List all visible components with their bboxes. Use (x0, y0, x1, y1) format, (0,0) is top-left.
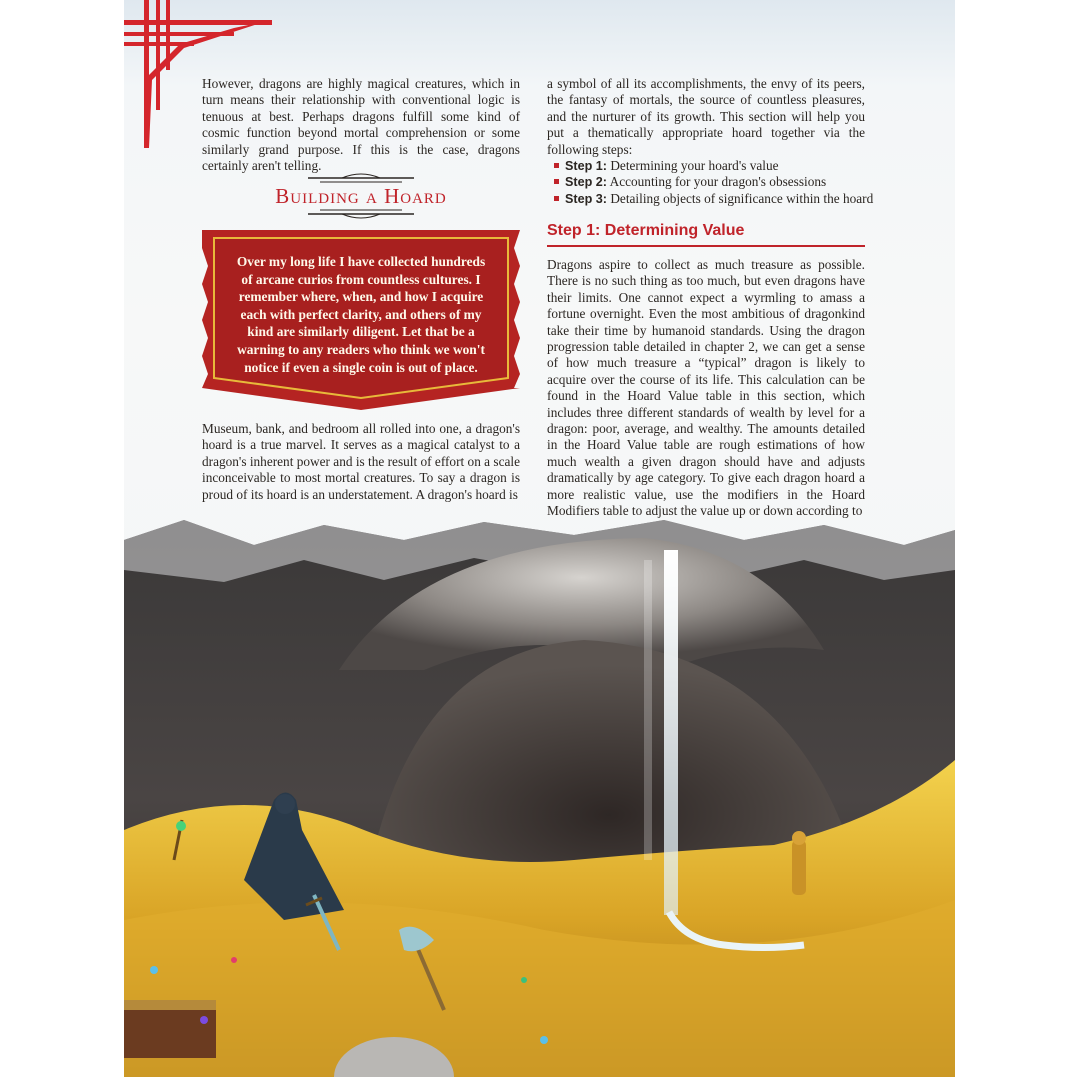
steps-list (547, 158, 877, 207)
list-item (547, 191, 877, 207)
step-text: Determining your hoard's value (607, 158, 779, 173)
step-text: Accounting for your dragon's obsessions (607, 174, 827, 190)
section-title: Building a Hoard (275, 184, 447, 208)
intro-paragraph: However, dragons are highly magical creatures, which in turn means their relationship with conventional logic is tenuous at best. Perhaps dragons fulfill some kind of cosmic function beyond mortal comprehension or some similarly grand purpose. If this is the case, dragons certainly aren't telling. (202, 76, 520, 174)
step-label: Step 1: (565, 159, 607, 173)
step1-heading: Step 1: Determining Value (547, 222, 745, 239)
step1-paragraph-block (547, 257, 865, 520)
quote-text: Over my long life I have collected hundreds of arcane curios from countless cultures. I remember where, when, and how I acquire each with perfect clarity, and others of my kind are similarly diligent. Let that be a warning to any readers who think we won't notice if even a single coin is out of place. (236, 254, 486, 375)
left-column (202, 76, 520, 174)
right-column (547, 76, 865, 158)
list-item (547, 174, 877, 190)
list-item (547, 158, 877, 174)
step-text: Detailing objects of significance within the hoard (607, 190, 874, 206)
museum-paragraph: Museum, bank, and bedroom all rolled into one, a dragon's hoard is a true marvel. It serves as a magical catalyst to a dragon's inherent power and is the result of effort on a scale inconceivable to most mortal creatures. To say a dragon is proud of its hoard is an understatement. A dragon's hoard is (202, 421, 520, 502)
heading-rule (547, 245, 865, 247)
museum-paragraph-block (202, 421, 520, 503)
step1-paragraph: Dragons aspire to collect as much treasure as possible. There is no such thing as too much, but even dragons have their limits. One cannot expect a wyrmling to amass a fortune overnight. Even the most ambitious of dragonkind take their time by humanoid standards. Using the dragon progression table detailed in chapter 2, we can get a sense of how much treasure a “typical” dragon is likely to acquire over the course of its life. This calculation can be found in the Hoard Value table in this section, which includes three different standards of wealth by level for a dragon: poor, average, and wealthy. The amounts detailed in the Hoard Value table are rough estimations of how much wealth a given dragon should have and adjusts dramatically by age category. To give each dragon hoard a more realistic value, use the modifiers in the Hoard Modifiers table to adjust the value up or down according to (547, 257, 865, 519)
continuation-paragraph: a symbol of all its accomplishments, the envy of its peers, the fantasy of mortals, the source of countless pleasures, and the nurturer of its growth. This section will help you put a thematically appropriate hoard together via the following steps: (547, 76, 865, 157)
cave-hoard-illustration (124, 500, 955, 1077)
step-label: Step 3: (565, 191, 607, 206)
section-heading (202, 172, 520, 220)
step-label: Step 2: (565, 175, 607, 190)
quote-sidebar (202, 228, 520, 412)
book-page (124, 0, 955, 1077)
